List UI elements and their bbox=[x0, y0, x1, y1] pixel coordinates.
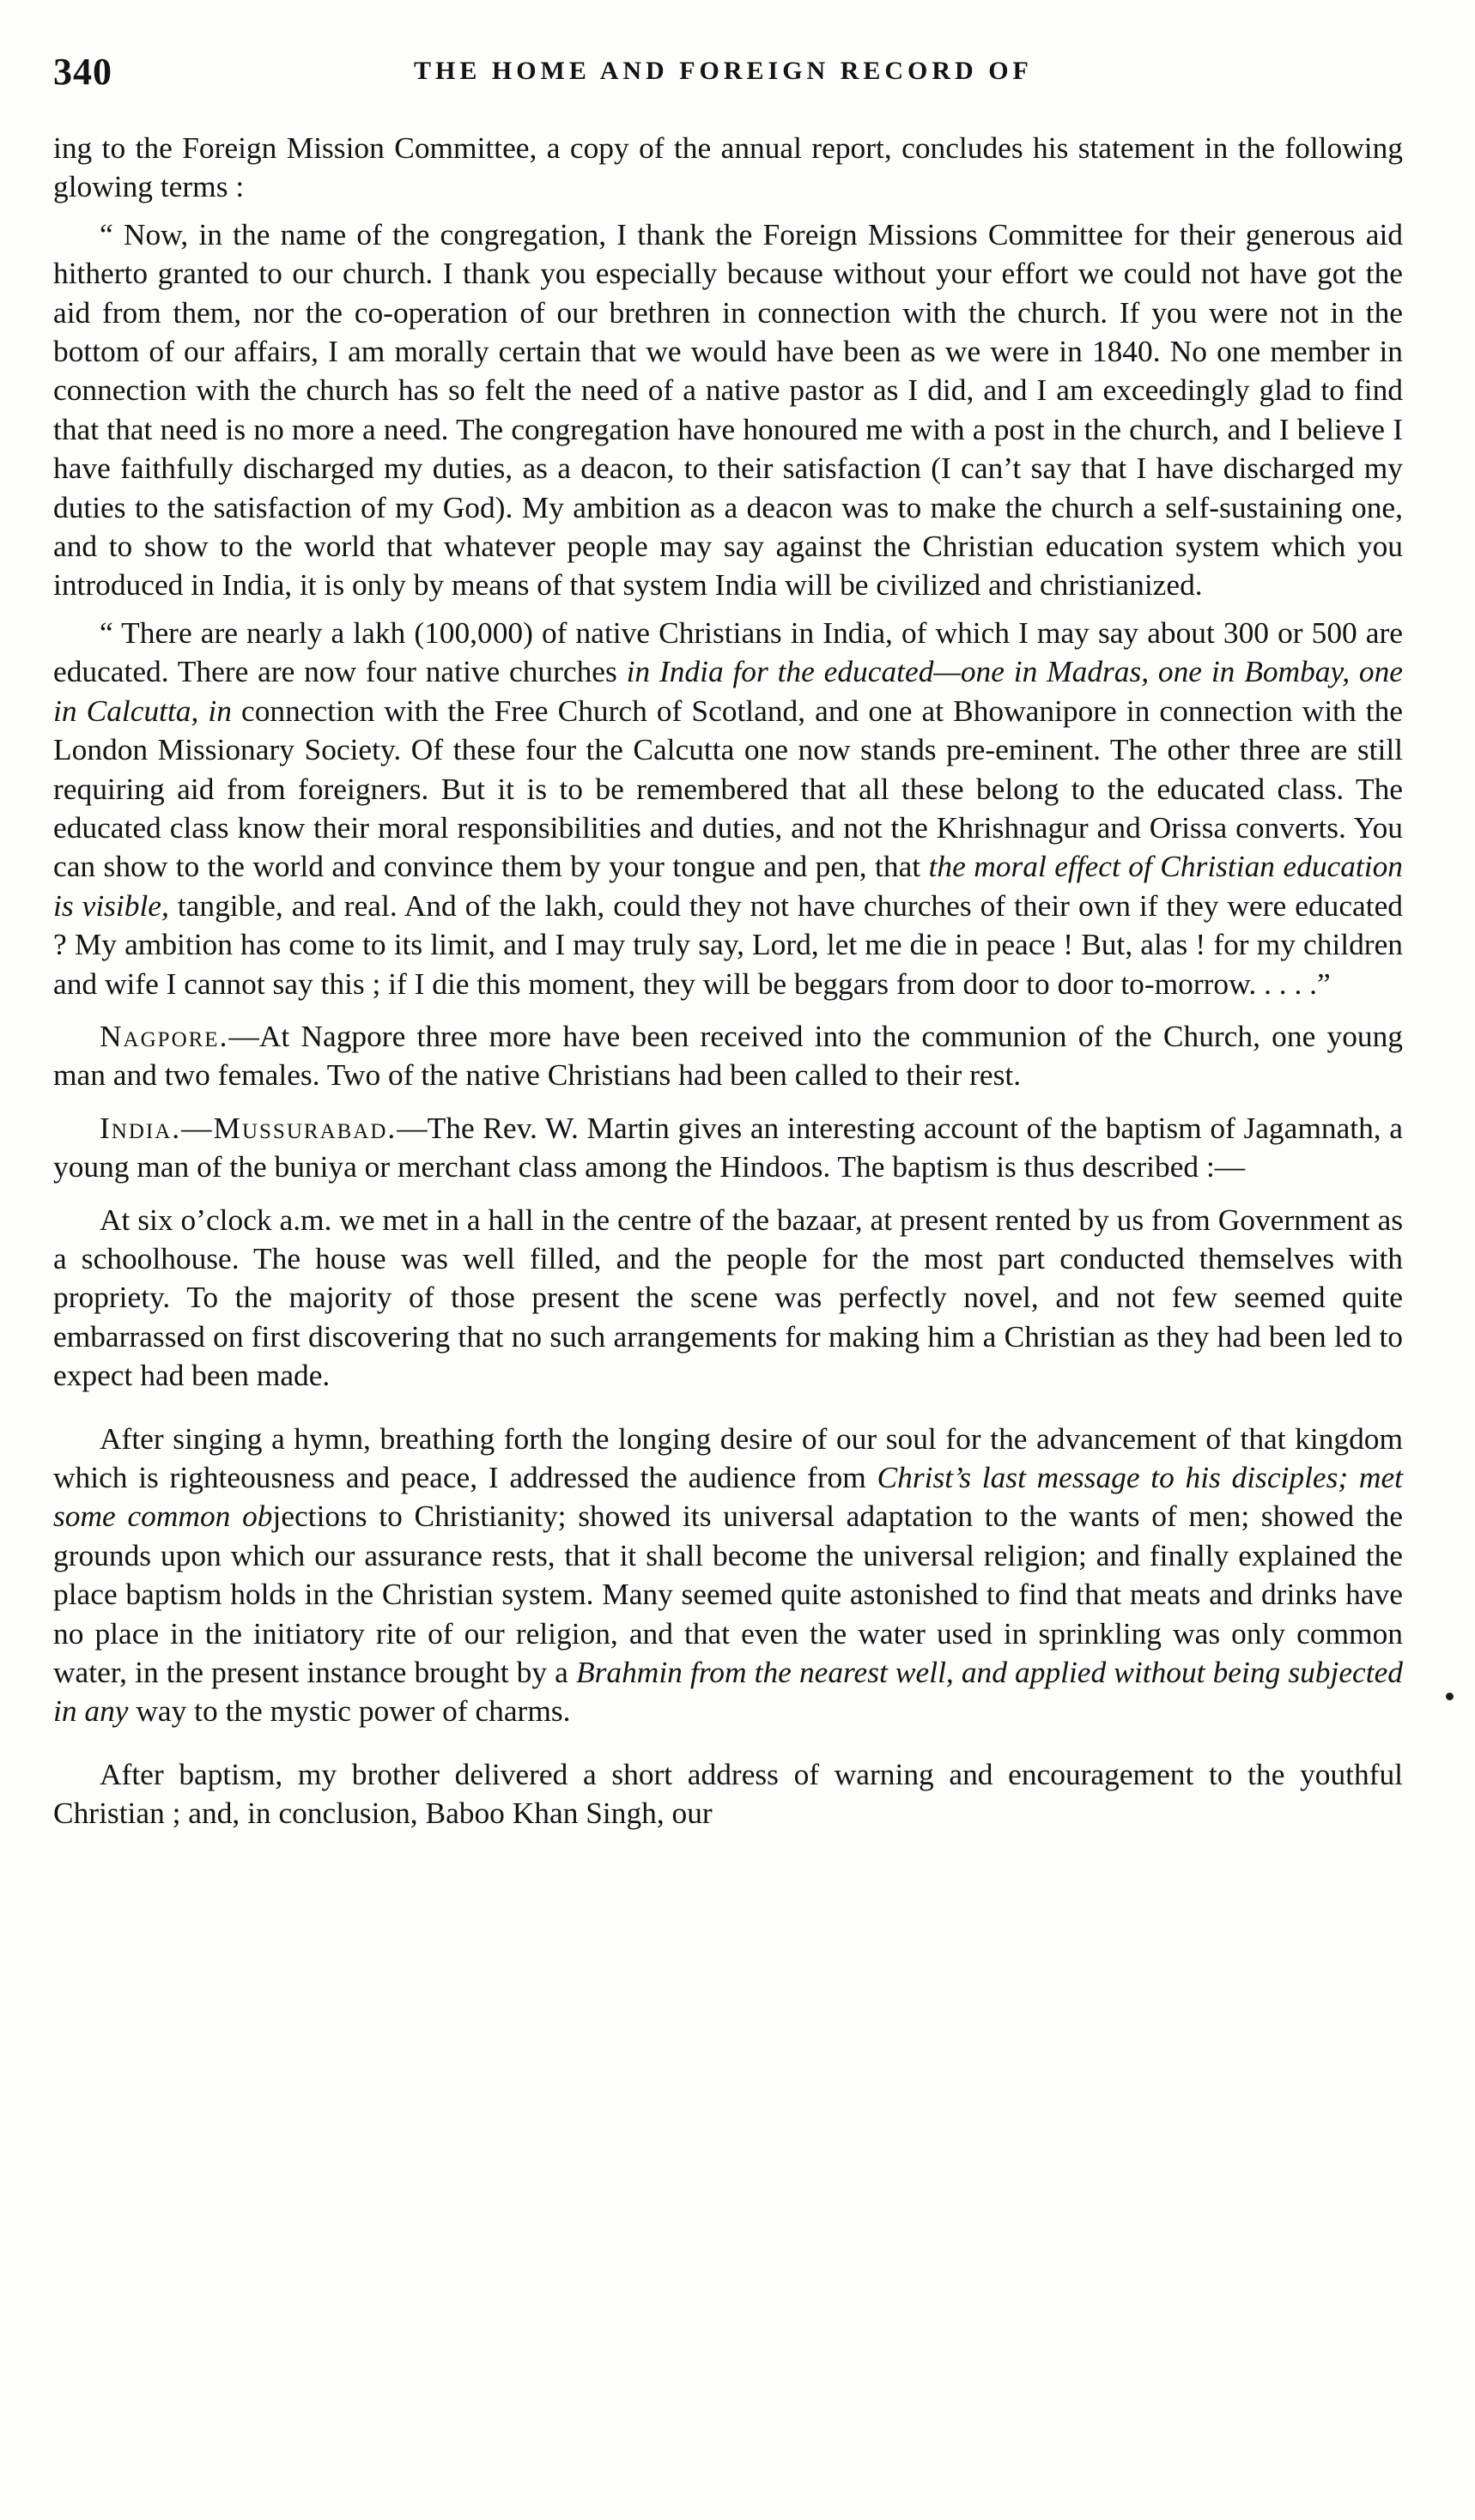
section-heading: India.—Mussurabad. bbox=[100, 1110, 398, 1145]
paragraph-text: After singing a hymn, breathing forth the longing desire of our soul for the advancement of that kingdom which is righteousness and peace, I addressed the audience from bbox=[53, 1421, 1403, 1494]
paragraph-text: —At Nagpore three more have been received into the communion of the Church, one young man and two females. Two of the native Christians had been called to their rest. bbox=[53, 1018, 1403, 1093]
paragraph-text: “ Now, in the name of the congregation, I thank the Foreign Missions Committee for their generous aid hitherto granted to our church. I thank you especially because without your effort we could not have got the aid from them, nor the co-operation of our brethren in connection with the church. If you were not in the bottom of our affairs, I am morally certain that we would have been as we were in 1840. No one member in connection with the church has so felt the need of a native pastor as I did, and I am exceedingly glad to find that that need is no more a need. The congregation have honoured me with a post in the church, and I believe I have faithfully discharged my duties, as a deacon, to their satisfaction (I can’t say that I have discharged my duties to the satisfaction of my God). My ambition as a deacon was to make the church a self-sustaining one, and to show to the world that whatever people may say against the Christian education system which you introduced in India, it is only by means of that system India will be civilized and christianized. bbox=[53, 216, 1403, 603]
paragraph-text: ing to the Foreign Mission Committee, a copy of the annual report, concludes his statement in the following glowing terms : bbox=[53, 130, 1403, 204]
paragraph-nagpore bbox=[53, 1017, 1403, 1095]
paragraph-quote-thanks bbox=[53, 215, 1403, 605]
paragraph-text: jections to Christianity; showed its universal adaptation to the wants of men; showed the grounds upon which our assurance rests, that it shall become the universal religion; and finally explained the place baptism holds in the Christian system. Many seemed quite astonished to find that meats and drinks have no place in the initiatory rite of our religion, and that even the water used in sprinkling was only common water, in the present instance brought by a bbox=[53, 1499, 1403, 1690]
page-header bbox=[53, 50, 1410, 98]
paragraph-text: connection with the Free Church of Scotland, and one at Bhowanipore in connection with the London Missionary Society. Of these four the Calcutta one now stands pre-eminent. The other three are still requiring aid from foreigners. But it is to be remembered that all these belong to the educated class. The educated class know their moral responsibilities and duties, and not the Khrishnagur and Orissa converts. You can show to the world and convince them by your tongue and pen, that bbox=[53, 693, 1403, 884]
italic-phrase: in India for the educated—one in Madras, one in Bombay, one in Calcutta, in bbox=[53, 654, 1403, 728]
paragraph-text: At six o’clock a.m. we met in a hall in the centre of the bazaar, at present rented by us from Government as a schoolhouse. The house was well filled, and the people for the most part conducted themselves with propriety. To the majority of those present the scene was perfectly novel, and not few seemed quite embarrassed on first discovering that no such arrangements for making him a Christian as they had been led to expect had been made. bbox=[53, 1202, 1403, 1393]
page-number: 340 bbox=[53, 51, 112, 93]
paragraph-continuation bbox=[53, 129, 1403, 207]
paragraph-text: way to the mystic power of charms. bbox=[128, 1693, 571, 1729]
running-head: THE HOME AND FOREIGN RECORD OF bbox=[414, 57, 1033, 85]
paragraph-india bbox=[53, 1109, 1403, 1187]
paragraph-baptism-morning bbox=[53, 1201, 1403, 1396]
italic-phrase: Brahmin from the nearest well, and applied without being subjected in any bbox=[53, 1655, 1403, 1729]
italic-phrase: the moral effect of Christian education is visible, bbox=[53, 849, 1403, 923]
paragraph-quote-lakh bbox=[53, 614, 1403, 1003]
paragraph-text: After baptism, my brother delivered a short address of warning and encouragement to the youthful Christian ; and, in conclusion, Baboo Khan Singh, our bbox=[53, 1756, 1403, 1831]
paragraph-text: —The Rev. W. Martin gives an interesting account of the baptism of Jagamnath, a young man of the buniya or merchant class among the Hindoos. The baptism is thus described :— bbox=[53, 1110, 1403, 1184]
paragraph-text: “ There are nearly a lakh (100,000) of native Christians in India, of which I may say about 300 or 500 are educated. There are now four native churches bbox=[53, 615, 1403, 689]
paragraph-hymn bbox=[53, 1420, 1403, 1731]
italic-phrase: Christ’s last message to his disciples; met some common ob bbox=[53, 1460, 1403, 1534]
section-heading: Nagpore. bbox=[100, 1018, 229, 1053]
paragraph-text: tangible, and real. And of the lakh, could they not have churches of their own if they were educated ? My ambition has come to its limit, and I may truly say, Lord, let me die in peace ! But, alas ! for my children and wife I cannot say this ; if I die this moment, they will be beggars from door to door to-morrow. . . . .” bbox=[53, 887, 1403, 1001]
ink-speck bbox=[1446, 1693, 1454, 1700]
paragraph-after-baptism bbox=[53, 1755, 1403, 1833]
page-body bbox=[53, 129, 1403, 1833]
